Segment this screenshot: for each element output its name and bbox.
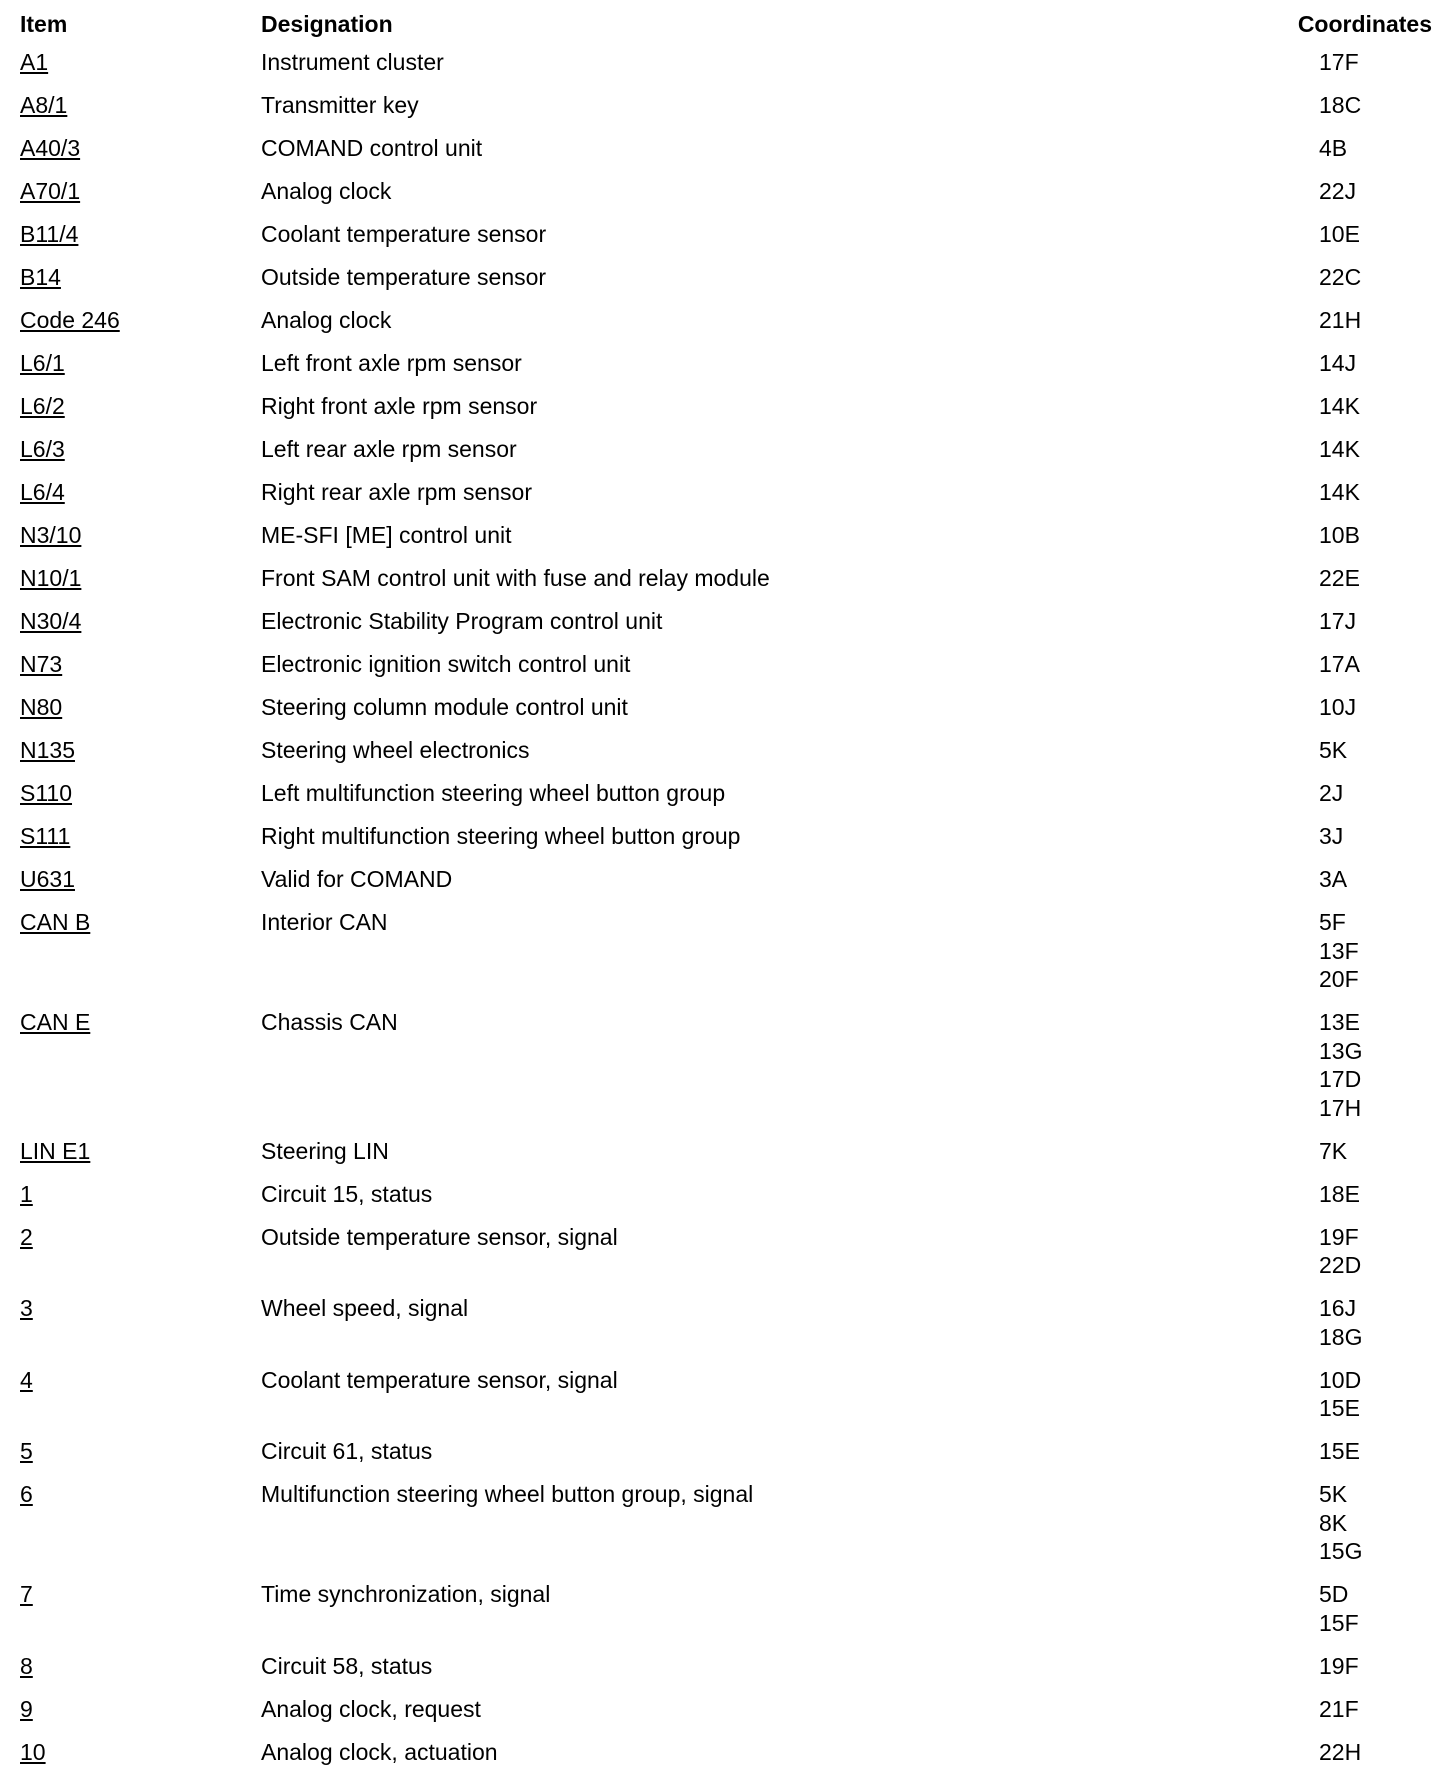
table-row: [0, 644, 1456, 687]
table-row: [0, 1574, 1456, 1646]
coordinate-value: 8K: [1319, 1509, 1348, 1536]
coordinates-cell: [1319, 48, 1359, 77]
table-row: [0, 1002, 1456, 1131]
coordinates-cell: [1319, 1294, 1362, 1351]
designation-text: Analog clock, actuation: [261, 1738, 498, 1765]
table-row: [0, 1732, 1456, 1775]
item-link[interactable]: L6/1: [20, 350, 65, 376]
designation-text: Interior CAN: [261, 909, 388, 935]
coordinate-value: 20F: [1319, 966, 1359, 992]
coordinate-value: 21F: [1319, 1695, 1359, 1722]
item-link[interactable]: N30/4: [20, 608, 82, 634]
item-link[interactable]: CAN E: [20, 1009, 91, 1035]
designation-text: Steering column module control unit: [261, 694, 628, 720]
coordinates-cell: [1319, 1366, 1361, 1423]
coordinates-cell: [1319, 1695, 1359, 1724]
designation-text: Outside temperature sensor, signal: [261, 1223, 618, 1250]
coordinate-value: 22H: [1319, 1738, 1362, 1765]
coordinate-value: 3J: [1319, 823, 1344, 849]
coordinate-value: 5K: [1319, 737, 1348, 763]
coordinate-value: 19F: [1319, 1652, 1359, 1679]
item-link[interactable]: A40/3: [20, 135, 81, 161]
designation-text: Left rear axle rpm sensor: [261, 436, 517, 462]
table-row: [0, 429, 1456, 472]
table-row: [0, 1131, 1456, 1174]
designation-text: Chassis CAN: [261, 1009, 398, 1035]
coordinates-cell: [1319, 779, 1343, 808]
coordinates-cell: [1319, 478, 1360, 507]
coordinate-value: 14K: [1319, 393, 1360, 419]
designation-text: Analog clock: [261, 178, 392, 204]
designation-text: Analog clock: [261, 307, 392, 333]
coordinate-value: 18G: [1319, 1323, 1363, 1350]
coordinates-cell: [1319, 435, 1360, 464]
item-link[interactable]: L6/4: [20, 479, 65, 505]
header-coordinates: Coordinates: [1297, 11, 1432, 37]
coordinate-value: 15G: [1319, 1538, 1363, 1564]
designation-text: Electronic ignition switch control unit: [261, 651, 631, 677]
coordinate-value: 21H: [1319, 307, 1362, 333]
coordinates-cell: [1319, 1580, 1359, 1637]
item-link[interactable]: 9: [20, 1695, 33, 1722]
table-row: [0, 85, 1456, 128]
coordinate-value: 17F: [1319, 49, 1359, 75]
coordinates-cell: [1319, 1480, 1362, 1566]
item-link[interactable]: N3/10: [20, 522, 82, 548]
coordinate-value: 19F: [1319, 1223, 1359, 1250]
coordinate-value: 10B: [1319, 522, 1360, 548]
designation-text: Coolant temperature sensor: [261, 221, 547, 247]
coordinate-value: 3A: [1319, 866, 1348, 892]
item-link[interactable]: 5: [20, 1438, 33, 1464]
table-row: [0, 859, 1456, 902]
coordinate-value: 5D: [1319, 1581, 1349, 1607]
coordinates-cell: [1319, 392, 1360, 421]
table-body: [0, 42, 1456, 1775]
coordinates-cell: [1319, 349, 1356, 378]
coordinate-value: 16J: [1319, 1295, 1357, 1321]
item-link[interactable]: N80: [20, 694, 63, 720]
coordinate-value: 14K: [1319, 479, 1360, 505]
coordinates-cell: [1319, 693, 1356, 722]
item-link[interactable]: S111: [20, 823, 71, 849]
coordinate-value: 22D: [1319, 1252, 1362, 1278]
table-row: [0, 42, 1456, 85]
designation-text: COMAND control unit: [261, 135, 483, 161]
coordinate-value: 5K: [1319, 1481, 1348, 1507]
header-designation: Designation: [261, 11, 393, 37]
coordinate-value: 7K: [1319, 1137, 1348, 1164]
coordinates-cell: [1319, 1137, 1347, 1166]
designation-text: Left front axle rpm sensor: [261, 350, 522, 376]
coordinate-value: 17J: [1319, 608, 1357, 634]
table-row: [0, 601, 1456, 644]
item-link[interactable]: 8: [20, 1652, 33, 1679]
designation-text: Time synchronization, signal: [261, 1581, 551, 1607]
coordinate-value: 2J: [1319, 780, 1344, 806]
coordinate-value: 17H: [1319, 1094, 1362, 1121]
coordinates-cell: [1319, 91, 1361, 120]
coordinate-value: 22J: [1319, 178, 1357, 204]
designation-text: Coolant temperature sensor, signal: [261, 1366, 618, 1393]
coordinates-cell: [1319, 306, 1361, 335]
item-link[interactable]: 7: [20, 1581, 33, 1607]
table-row: [0, 1646, 1456, 1689]
table-row: [0, 730, 1456, 773]
table-row: [0, 773, 1456, 816]
designation-text: Transmitter key: [261, 92, 419, 118]
coordinate-value: 18C: [1319, 92, 1362, 118]
table-row: [0, 257, 1456, 300]
item-link[interactable]: 4: [20, 1366, 33, 1393]
coordinate-value: 10J: [1319, 694, 1357, 720]
table-row: [0, 343, 1456, 386]
item-link[interactable]: 1: [20, 1180, 33, 1207]
item-link[interactable]: CAN B: [20, 909, 91, 935]
designation-text: Multifunction steering wheel button group, signal: [261, 1481, 754, 1507]
item-link[interactable]: A8/1: [20, 92, 68, 118]
designation-text: Circuit 58, status: [261, 1652, 433, 1679]
coordinate-value: 18E: [1319, 1180, 1360, 1207]
table-row: [0, 687, 1456, 730]
coordinates-cell: [1319, 220, 1360, 249]
coordinates-cell: [1319, 263, 1361, 292]
coordinate-value: 13E: [1319, 1009, 1360, 1035]
table-row: [0, 1431, 1456, 1474]
designation-text: Right multifunction steering wheel button group: [261, 823, 741, 849]
item-link[interactable]: B11/4: [20, 221, 79, 247]
designation-text: Instrument cluster: [261, 49, 444, 75]
coordinates-cell: [1319, 1180, 1360, 1209]
table-row: [0, 128, 1456, 171]
designation-text: Wheel speed, signal: [261, 1295, 469, 1321]
designation-text: Left multifunction steering wheel button group: [261, 780, 726, 806]
table-row: [0, 515, 1456, 558]
coordinates-cell: [1319, 177, 1356, 206]
table-row: [0, 558, 1456, 601]
item-link[interactable]: LIN E1: [20, 1137, 91, 1164]
coordinates-cell: [1319, 1738, 1361, 1767]
coordinates-cell: [1319, 134, 1347, 163]
coordinates-cell: [1319, 822, 1343, 851]
coordinates-cell: [1319, 650, 1360, 679]
designation-text: Analog clock, request: [261, 1695, 481, 1722]
coordinates-cell: [1319, 1223, 1361, 1280]
item-link[interactable]: B14: [20, 264, 61, 290]
table-row: [0, 171, 1456, 214]
coordinate-value: 4B: [1319, 135, 1348, 161]
designation-text: Electronic Stability Program control unit: [261, 608, 663, 634]
designation-text: Steering LIN: [261, 1137, 389, 1164]
item-link[interactable]: 10: [20, 1738, 46, 1765]
coordinate-value: 13G: [1319, 1037, 1363, 1064]
item-link[interactable]: N73: [20, 651, 63, 677]
item-link[interactable]: N135: [20, 737, 75, 763]
item-link[interactable]: 3: [20, 1295, 33, 1321]
designation-text: Right front axle rpm sensor: [261, 393, 538, 419]
designation-text: Steering wheel electronics: [261, 737, 530, 763]
item-link[interactable]: N10/1: [20, 565, 82, 591]
table-row: [0, 1474, 1456, 1574]
item-link[interactable]: Code 246: [20, 307, 120, 333]
designation-text: Right rear axle rpm sensor: [261, 479, 532, 505]
designation-text: Valid for COMAND: [261, 866, 453, 892]
coordinate-value: 22C: [1319, 264, 1362, 290]
table-row: [0, 1288, 1456, 1360]
legend-table: [0, 6, 1456, 1775]
coordinates-cell: [1319, 1652, 1359, 1681]
table-row: [0, 1174, 1456, 1217]
coordinate-value: 13F: [1319, 937, 1359, 964]
coordinates-cell: [1319, 865, 1347, 894]
coordinate-value: 17D: [1319, 1066, 1362, 1092]
table-row: [0, 214, 1456, 257]
table-row: [0, 1217, 1456, 1289]
item-link[interactable]: L6/3: [20, 436, 65, 462]
coordinate-value: 14K: [1319, 436, 1360, 462]
table-row: [0, 1360, 1456, 1432]
table-row: [0, 386, 1456, 429]
coordinate-value: 10D: [1319, 1366, 1362, 1393]
designation-text: Outside temperature sensor: [261, 264, 547, 290]
coordinate-value: 22E: [1319, 565, 1360, 591]
coordinates-cell: [1319, 521, 1360, 550]
coordinates-cell: [1319, 1437, 1360, 1466]
coordinate-value: 10E: [1319, 221, 1360, 247]
item-link[interactable]: A70/1: [20, 178, 81, 204]
table-row: [0, 300, 1456, 343]
item-link[interactable]: 2: [20, 1223, 33, 1250]
item-link[interactable]: 6: [20, 1481, 33, 1507]
coordinate-value: 17A: [1319, 651, 1360, 677]
coordinate-value: 15E: [1319, 1395, 1360, 1421]
coordinates-cell: [1319, 908, 1359, 994]
table-row: [0, 816, 1456, 859]
designation-text: Circuit 15, status: [261, 1180, 433, 1207]
coordinates-cell: [1319, 736, 1347, 765]
table-row: [0, 1689, 1456, 1732]
coordinates-cell: [1319, 1008, 1362, 1122]
table-header: [0, 6, 1456, 42]
coordinates-cell: [1319, 564, 1360, 593]
table-row: [0, 472, 1456, 515]
item-link[interactable]: U631: [20, 866, 75, 892]
coordinate-value: 15F: [1319, 1609, 1359, 1636]
designation-text: Circuit 61, status: [261, 1438, 433, 1464]
header-item: Item: [20, 11, 68, 37]
coordinate-value: 5F: [1319, 909, 1346, 935]
designation-text: ME-SFI [ME] control unit: [261, 522, 512, 548]
designation-text: Front SAM control unit with fuse and relay module: [261, 565, 770, 591]
item-link[interactable]: S110: [20, 780, 73, 806]
item-link[interactable]: A1: [20, 49, 49, 75]
coordinate-value: 15E: [1319, 1438, 1360, 1464]
item-link[interactable]: L6/2: [20, 393, 65, 419]
table-row: [0, 902, 1456, 1002]
coordinates-cell: [1319, 607, 1356, 636]
coordinate-value: 14J: [1319, 350, 1357, 376]
